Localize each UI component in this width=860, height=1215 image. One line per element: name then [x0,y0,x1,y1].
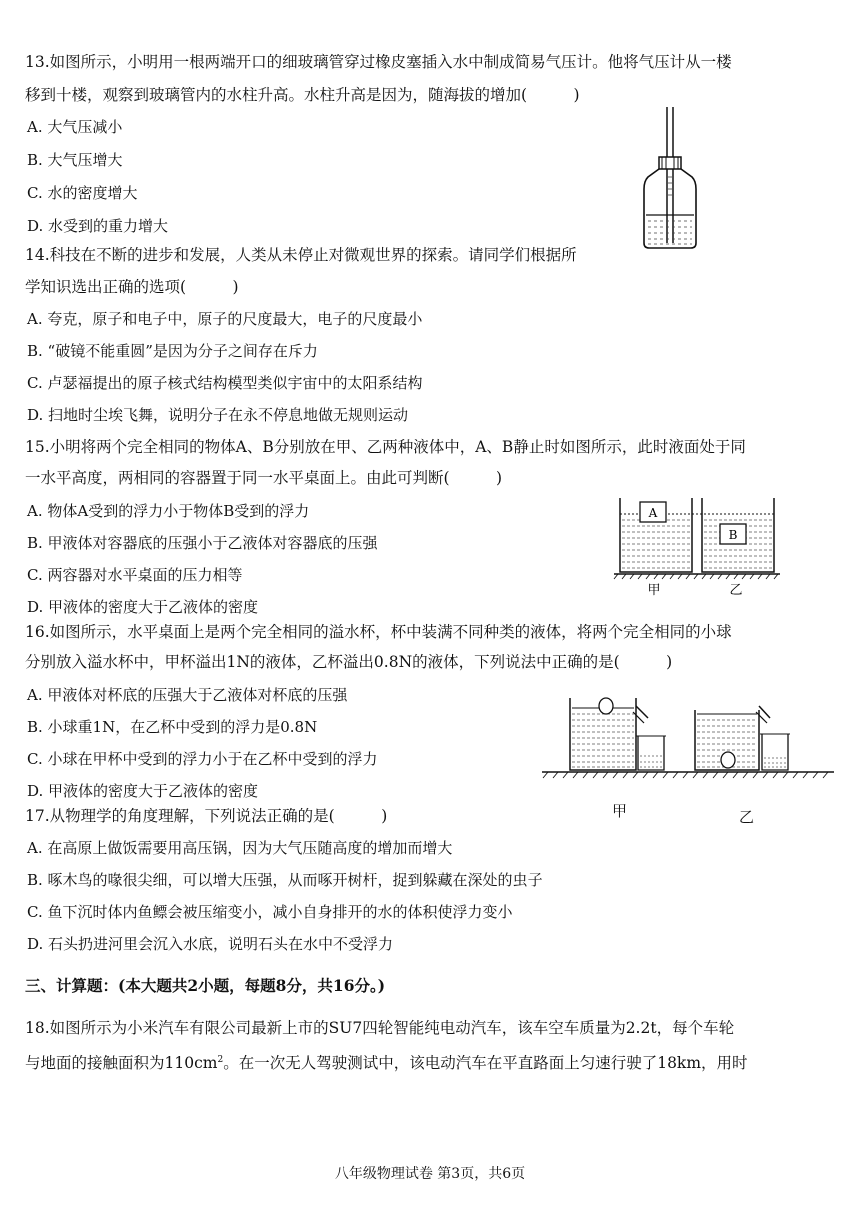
q16-stem-line1: 16.如图所示，水平桌面上是两个完全相同的溢水杯，杯中装满不同种类的液体，将两个完全相同的小球 [25,623,732,641]
q16-option-a: A. 甲液体对杯底的压强大于乙液体对杯底的压强 [27,686,348,704]
q14-option-c: C. 卢瑟福提出的原子核式结构模型类似宇宙中的太阳系结构 [27,374,423,392]
object-a-label: A [648,506,658,520]
barometer-figure [638,105,708,250]
q18-line2-part1: 与地面的接触面积为110cm [25,1054,218,1073]
q17-option-c: C. 鱼下沉时体内鱼鳔会被压缩变小，减小自身排开的水的体积使浮力变小 [27,903,513,921]
q15-option-c: C. 两容器对水平桌面的压力相等 [27,566,243,584]
section-3-heading: 三、计算题：(本大题共2小题，每题8分，共16分。) [25,976,386,995]
q15-stem-line2: 一水平高度，两相同的容器置于同一水平桌面上。由此可判断( ) [25,469,503,487]
q16-option-d: D. 甲液体的密度大于乙液体的密度 [27,782,259,800]
q17-option-a: A. 在高原上做饭需要用高压锅，因为大气压随高度的增加而增大 [27,839,453,857]
page-footer: 八年级物理试卷 第3页，共6页 [334,1166,526,1182]
q18-line2-part2: 。在一次无人驾驶测试中，该电动汽车在平直路面上匀速行驶了18km，用时 [223,1054,748,1073]
container-jia-label: 甲 [647,583,661,598]
q13-stem-line1: 13.如图所示，小明用一根两端开口的细玻璃管穿过橡皮塞插入水中制成简易气压计。他将气压计从一楼 [25,53,732,71]
q17-option-d: D. 石头扔进河里会沉入水底，说明石头在水中不受浮力 [27,935,394,953]
q16-option-b: B. 小球重1N，在乙杯中受到的浮力是0.8N [27,718,318,736]
q13-stem-line2: 移到十楼，观察到玻璃管内的水柱升高。水柱升高是因为，随海拔的增加( ) [25,86,580,104]
q14-option-d: D. 扫地时尘埃飞舞，说明分子在永不停息地做无规则运动 [27,406,409,424]
overflow-cups-figure [538,688,838,788]
q13-option-b: B. 大气压增大 [27,151,123,169]
cup-jia-label: 甲 [612,802,628,820]
q14-stem-line1: 14.科技在不断的进步和发展，人类从未停止对微观世界的探索。请同学们根据所 [25,246,577,264]
q17-option-b: B. 啄木鸟的喙很尖细，可以增大压强，从而啄开树杆，捉到躲藏在深处的虫子 [27,871,543,889]
q14-option-b: B. “破镜不能重圆”是因为分子之间存在斥力 [27,342,318,360]
q17-stem: 17.从物理学的角度理解，下列说法正确的是( ) [25,807,388,825]
q15-option-b: B. 甲液体对容器底的压强小于乙液体对容器底的压强 [27,534,378,552]
q13-option-d: D. 水受到的重力增大 [27,217,169,235]
cup-yi-label: 乙 [739,808,755,826]
object-b-label: B [728,528,738,542]
container-yi-label: 乙 [729,583,743,598]
q15-stem-line1: 15.小明将两个完全相同的物体A、B分别放在甲、乙两种液体中，A、B静止时如图所示，此时液面处于同 [25,438,746,456]
floating-objects-figure [610,490,785,600]
q14-stem-line2: 学知识选出正确的选项( ) [25,278,239,296]
q16-stem-line2: 分别放入溢水杯中，甲杯溢出1N的液体，乙杯溢出0.8N的液体，下列说法中正确的是( ) [25,653,673,671]
q13-option-c: C. 水的密度增大 [27,184,138,202]
q18-line1: 18.如图所示为小米汽车有限公司最新上市的SU7四轮智能纯电动汽车，该车空车质量为2.2t，每个车轮 [25,1019,735,1037]
q16-option-c: C. 小球在甲杯中受到的浮力小于在乙杯中受到的浮力 [27,750,378,768]
q15-option-d: D. 甲液体的密度大于乙液体的密度 [27,598,259,616]
q14-option-a: A. 夸克，原子和电子中，原子的尺度最大，电子的尺度最小 [27,310,423,328]
q18-superscript: 2 [217,1055,224,1065]
q13-option-a: A. 大气压减小 [27,118,123,136]
q18-line2 [25,1050,748,1073]
q15-option-a: A. 物体A受到的浮力小于物体B受到的浮力 [27,502,310,520]
